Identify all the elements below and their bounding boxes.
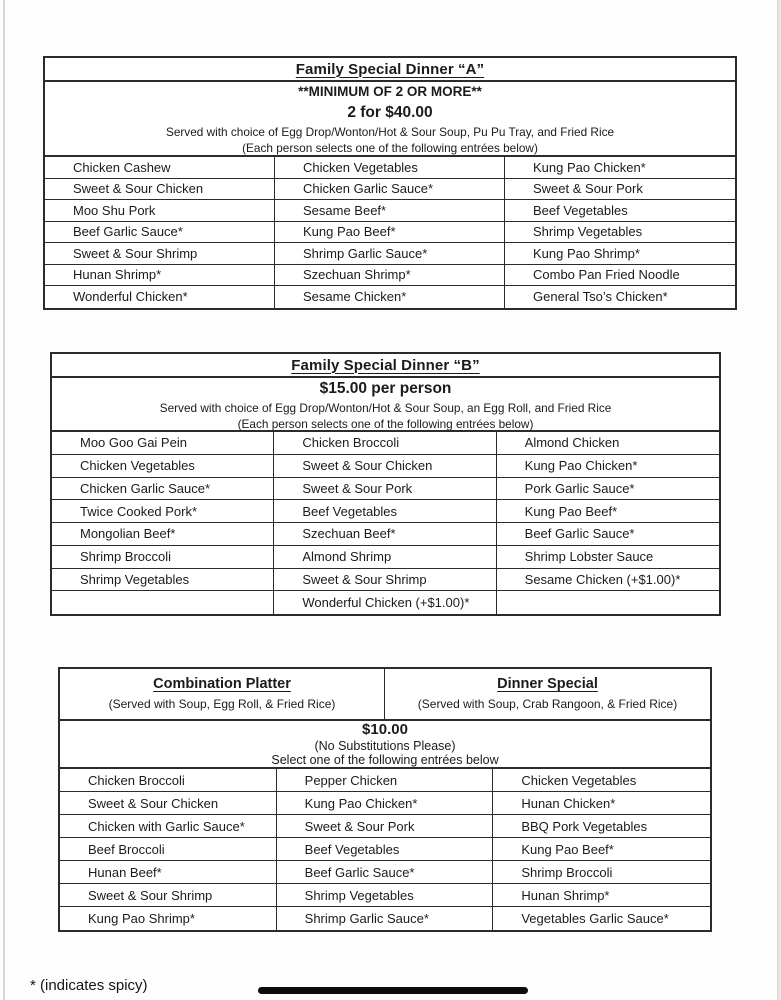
combination-platter-title: Combination Platter	[153, 676, 291, 692]
menu-item: Kung Pao Chicken*	[524, 458, 638, 474]
menu-item: Pepper Chicken	[277, 769, 494, 791]
table-a-entree-grid	[45, 157, 735, 308]
dinner-special-header-cell	[385, 669, 710, 719]
menu-row	[45, 265, 735, 287]
menu-item: Chicken Vegetables	[521, 772, 637, 788]
table-b-price: $15.00 per person	[319, 379, 452, 397]
menu-item: Kung Pao Chicken*	[533, 159, 646, 175]
menu-item: Chicken Broccoli	[274, 432, 496, 454]
menu-row	[45, 179, 735, 201]
menu-item: Sweet & Sour Pork	[274, 478, 496, 500]
menu-item: Almond Chicken	[524, 435, 620, 451]
table-b-served-note: Served with choice of Egg Drop/Wonton/Hot & Sour Soup, an Egg Roll, and Fried Rice	[159, 400, 612, 415]
table-c-header	[60, 669, 710, 721]
menu-row	[60, 838, 710, 861]
menu-row	[60, 815, 710, 838]
dinner-special-title: Dinner Special	[497, 676, 598, 692]
menu-item: BBQ Pork Vegetables	[521, 818, 648, 834]
menu-item	[52, 591, 274, 614]
redaction-bar	[258, 987, 528, 994]
dinner-special-subtitle: (Served with Soup, Crab Rangoon, & Fried Rice)	[417, 697, 678, 711]
menu-row	[52, 432, 719, 455]
menu-item: Kung Pao Beef*	[521, 841, 614, 857]
menu-item: Mongolian Beef*	[52, 523, 274, 545]
menu-item: Wonderful Chicken*	[45, 286, 275, 308]
page-scan-left-edge	[3, 0, 5, 1000]
menu-item: Sweet & Sour Chicken	[60, 792, 277, 814]
menu-item: Wonderful Chicken (+$1.00)*	[274, 591, 496, 614]
menu-item: General Tso’s Chicken*	[533, 289, 668, 305]
combination-platter-header-cell	[60, 669, 385, 719]
table-a-title	[45, 58, 735, 82]
table-c-select-note: Select one of the following entrées below	[271, 753, 499, 767]
menu-item: Twice Cooked Pork*	[52, 500, 274, 522]
menu-row	[60, 907, 710, 930]
menu-row	[60, 884, 710, 907]
menu-item: Shrimp Vegetables	[52, 569, 274, 591]
combination-platter-subtitle: (Served with Soup, Egg Roll, & Fried Rice)	[108, 697, 336, 711]
menu-row	[52, 523, 719, 546]
menu-item: Sweet & Sour Pork	[277, 815, 494, 837]
menu-item: Beef Garlic Sauce*	[45, 222, 275, 243]
menu-row	[45, 200, 735, 222]
table-b-select-note: (Each person selects one of the following entrées below)	[237, 416, 534, 431]
menu-row	[52, 569, 719, 592]
menu-item: Kung Pao Shrimp*	[533, 245, 640, 261]
menu-item: Beef Broccoli	[60, 838, 277, 860]
spicy-footnote: * (indicates spicy)	[30, 977, 148, 994]
menu-row	[60, 792, 710, 815]
menu-item: Beef Vegetables	[277, 838, 494, 860]
menu-item: Szechuan Shrimp*	[275, 265, 505, 286]
menu-item: Pork Garlic Sauce*	[524, 480, 635, 496]
page-scan-right-edge-line	[777, 0, 778, 1000]
menu-item: Hunan Beef*	[60, 861, 277, 883]
menu-item: Sweet & Sour Pork	[533, 181, 643, 197]
menu-item: Combo Pan Fried Noodle	[533, 267, 680, 283]
menu-item: Hunan Shrimp*	[45, 265, 275, 286]
table-a-select-note: (Each person selects one of the following entrées below)	[242, 140, 538, 155]
menu-row	[52, 455, 719, 478]
menu-item: Chicken with Garlic Sauce*	[60, 815, 277, 837]
menu-item: Shrimp Vegetables	[533, 224, 643, 240]
menu-item: Chicken Vegetables	[275, 157, 505, 178]
menu-item: Beef Vegetables	[533, 202, 628, 218]
menu-item: Shrimp Vegetables	[277, 884, 494, 906]
table-b-title-text: Family Special Dinner “B”	[291, 356, 480, 374]
table-c-price: $10.00	[362, 720, 408, 738]
table-a-title-text: Family Special Dinner “A”	[295, 60, 485, 78]
menu-item: Sweet & Sour Shrimp	[60, 884, 277, 906]
menu-item: Hunan Chicken*	[521, 795, 616, 811]
menu-row	[60, 769, 710, 792]
menu-row	[45, 157, 735, 179]
menu-item: Shrimp Garlic Sauce*	[277, 907, 494, 930]
menu-item: Vegetables Garlic Sauce*	[521, 911, 669, 926]
menu-item: Chicken Garlic Sauce*	[275, 179, 505, 200]
table-a-minimum-note: **MINIMUM OF 2 OR MORE**	[298, 83, 482, 99]
page-scan-right-edge	[777, 0, 781, 1000]
menu-item: Kung Pao Beef*	[275, 222, 505, 243]
table-c-price-block	[60, 721, 710, 769]
table-b-header	[52, 378, 719, 432]
menu-item: Shrimp Broccoli	[52, 546, 274, 568]
menu-item: Sweet & Sour Chicken	[274, 455, 496, 477]
table-a-header	[45, 82, 735, 157]
table-b-title	[52, 354, 719, 378]
menu-item: Chicken Cashew	[45, 157, 275, 178]
menu-row	[52, 500, 719, 523]
menu-item: Sesame Beef*	[275, 200, 505, 221]
table-a-price: 2 for $40.00	[347, 103, 433, 121]
menu-item: Chicken Vegetables	[52, 455, 274, 477]
menu-row	[45, 222, 735, 244]
menu-item	[497, 591, 719, 614]
menu-item: Shrimp Broccoli	[521, 864, 613, 880]
menu-row	[60, 861, 710, 884]
menu-item: Kung Pao Chicken*	[277, 792, 494, 814]
menu-item: Sesame Chicken (+$1.00)*	[524, 571, 681, 587]
table-c-entree-grid	[60, 769, 710, 930]
menu-item: Beef Garlic Sauce*	[277, 861, 494, 883]
menu-item: Moo Shu Pork	[45, 200, 275, 221]
menu-row	[45, 286, 735, 308]
menu-item: Shrimp Garlic Sauce*	[275, 243, 505, 264]
table-b-entree-grid	[52, 432, 719, 614]
menu-item: Kung Pao Shrimp*	[60, 907, 277, 930]
menu-item: Chicken Garlic Sauce*	[52, 478, 274, 500]
menu-row	[52, 546, 719, 569]
family-special-dinner-b-table	[50, 352, 721, 616]
menu-item: Szechuan Beef*	[274, 523, 496, 545]
menu-item: Beef Vegetables	[274, 500, 496, 522]
menu-item: Hunan Shrimp*	[521, 887, 610, 903]
menu-item: Chicken Broccoli	[60, 769, 277, 791]
table-c-no-substitutions-note: (No Substitutions Please)	[314, 738, 456, 753]
menu-item: Sweet & Sour Chicken	[45, 179, 275, 200]
menu-item: Sesame Chicken*	[275, 286, 505, 308]
menu-row	[52, 591, 719, 614]
combination-platter-dinner-special-table	[58, 667, 712, 932]
menu-item: Sweet & Sour Shrimp	[45, 243, 275, 264]
menu-item: Shrimp Lobster Sauce	[524, 549, 654, 565]
menu-row	[45, 243, 735, 265]
family-special-dinner-a-table	[43, 56, 737, 310]
menu-item: Sweet & Sour Shrimp	[274, 569, 496, 591]
menu-item: Moo Goo Gai Pein	[52, 432, 274, 454]
table-a-served-note: Served with choice of Egg Drop/Wonton/Hot & Sour Soup, Pu Pu Tray, and Fried Rice	[165, 124, 615, 139]
menu-item: Kung Pao Beef*	[524, 503, 618, 519]
menu-item: Beef Garlic Sauce*	[524, 526, 635, 542]
menu-row	[52, 478, 719, 501]
menu-item: Almond Shrimp	[274, 546, 496, 568]
